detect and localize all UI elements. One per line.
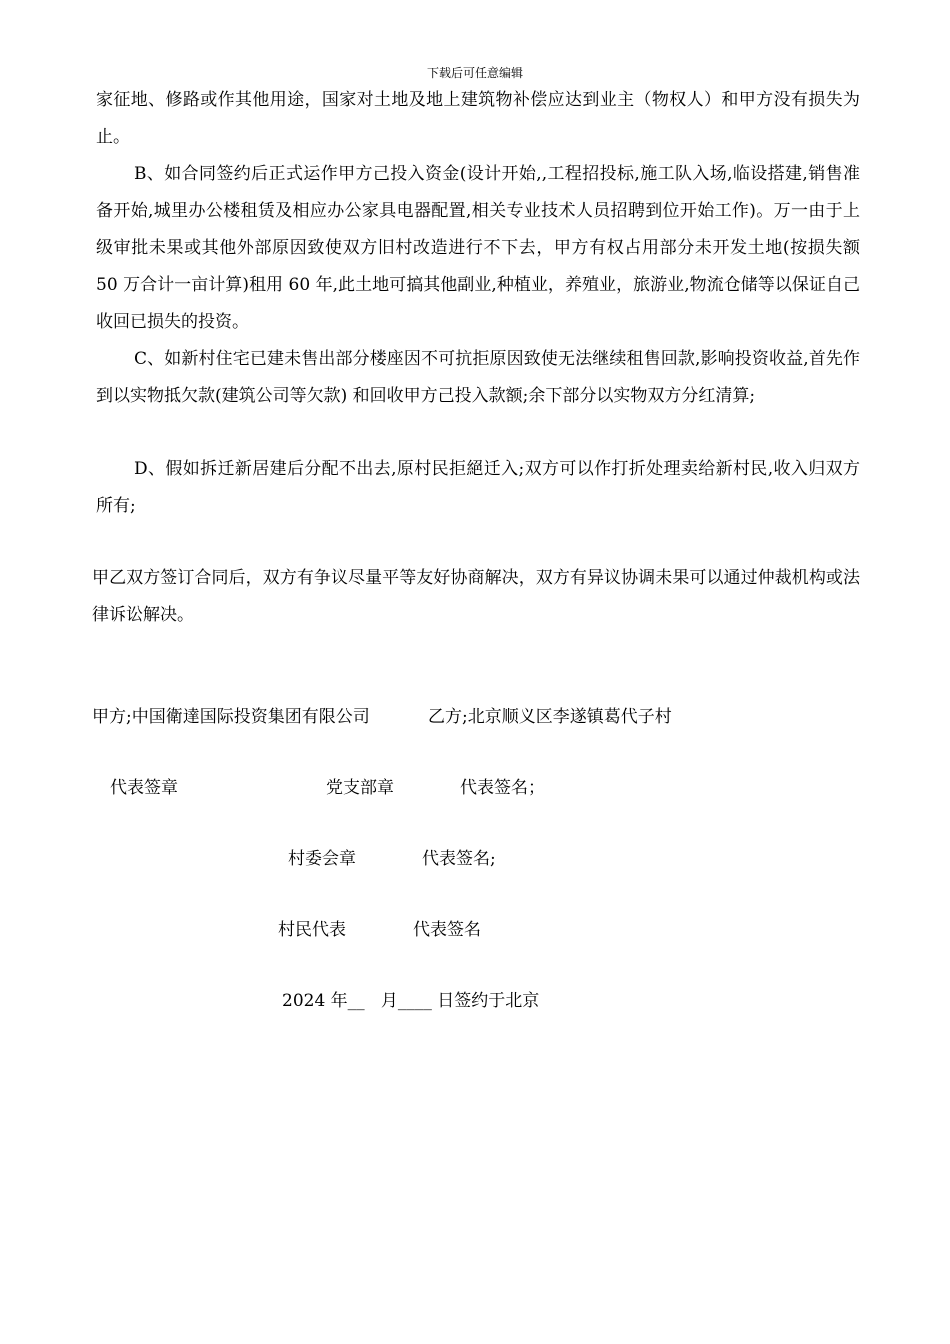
- paragraph-continuation: 家征地、修路或作其他用途，国家对土地及地上建筑物补偿应达到业主（物权人）和甲方没有损失为止。: [96, 90, 860, 147]
- dispute-clause: 甲乙双方签订合同后，双方有争议尽量平等友好协商解决，双方有异议协调未果可以通过仲裁机构或法律诉讼解决。: [92, 568, 860, 625]
- signing-date: 2024 年__ 月____ 日签约于北京: [282, 991, 540, 1011]
- party-branch-seal-label: 党支部章: [326, 778, 394, 798]
- clause-d: D、假如拆迁新居建后分配不出去,原村民拒絕迁入;双方可以作打折处理卖给新村民,收入归双方所有;: [96, 459, 860, 516]
- page-header: 下载后可任意编辑: [426, 66, 523, 80]
- village-committee-seal-label: 村委会章: [288, 849, 356, 869]
- villager-rep-label: 村民代表: [278, 920, 346, 940]
- party-a: 甲方;中国衛達国际投资集团有限公司: [92, 707, 370, 727]
- clause-b: B、如合同签约后正式运作甲方己投入资金(设计开始,,工程招投标,施工队入场,临设搭建,销售准备开始,城里办公楼租赁及相应办公家具电器配置,相关专业技术人员招聘到位开始工作)。万一由于上级审批未果或其他外部原因致使双方旧村改造进行不下去，甲方有权占用部分未开发土地(按损失额 50 万合计一亩计算)租用 60 年,此土地可搞其他副业,种植业，养殖业，旅游业,物流仓储等以保证自己收回已损失的投资。: [96, 164, 860, 332]
- rep-sign-label-1: 代表签名；: [460, 778, 545, 798]
- clause-c: C、如新村住宅已建未售出部分楼座因不可抗拒原因致使无法继续租售回款,影响投资收益,首先作到以实物抵欠款(建筑公司等欠款) 和回收甲方己投入款额;余下部分以实物双方分红清算;: [96, 349, 860, 406]
- rep-sign-label-2: 代表签名;: [422, 849, 496, 869]
- rep-sign-label-3: 代表签名: [413, 920, 481, 940]
- party-b: 乙方;北京顺义区李遂镇葛代子村: [428, 707, 672, 727]
- rep-seal-label: 代表签章: [110, 778, 178, 798]
